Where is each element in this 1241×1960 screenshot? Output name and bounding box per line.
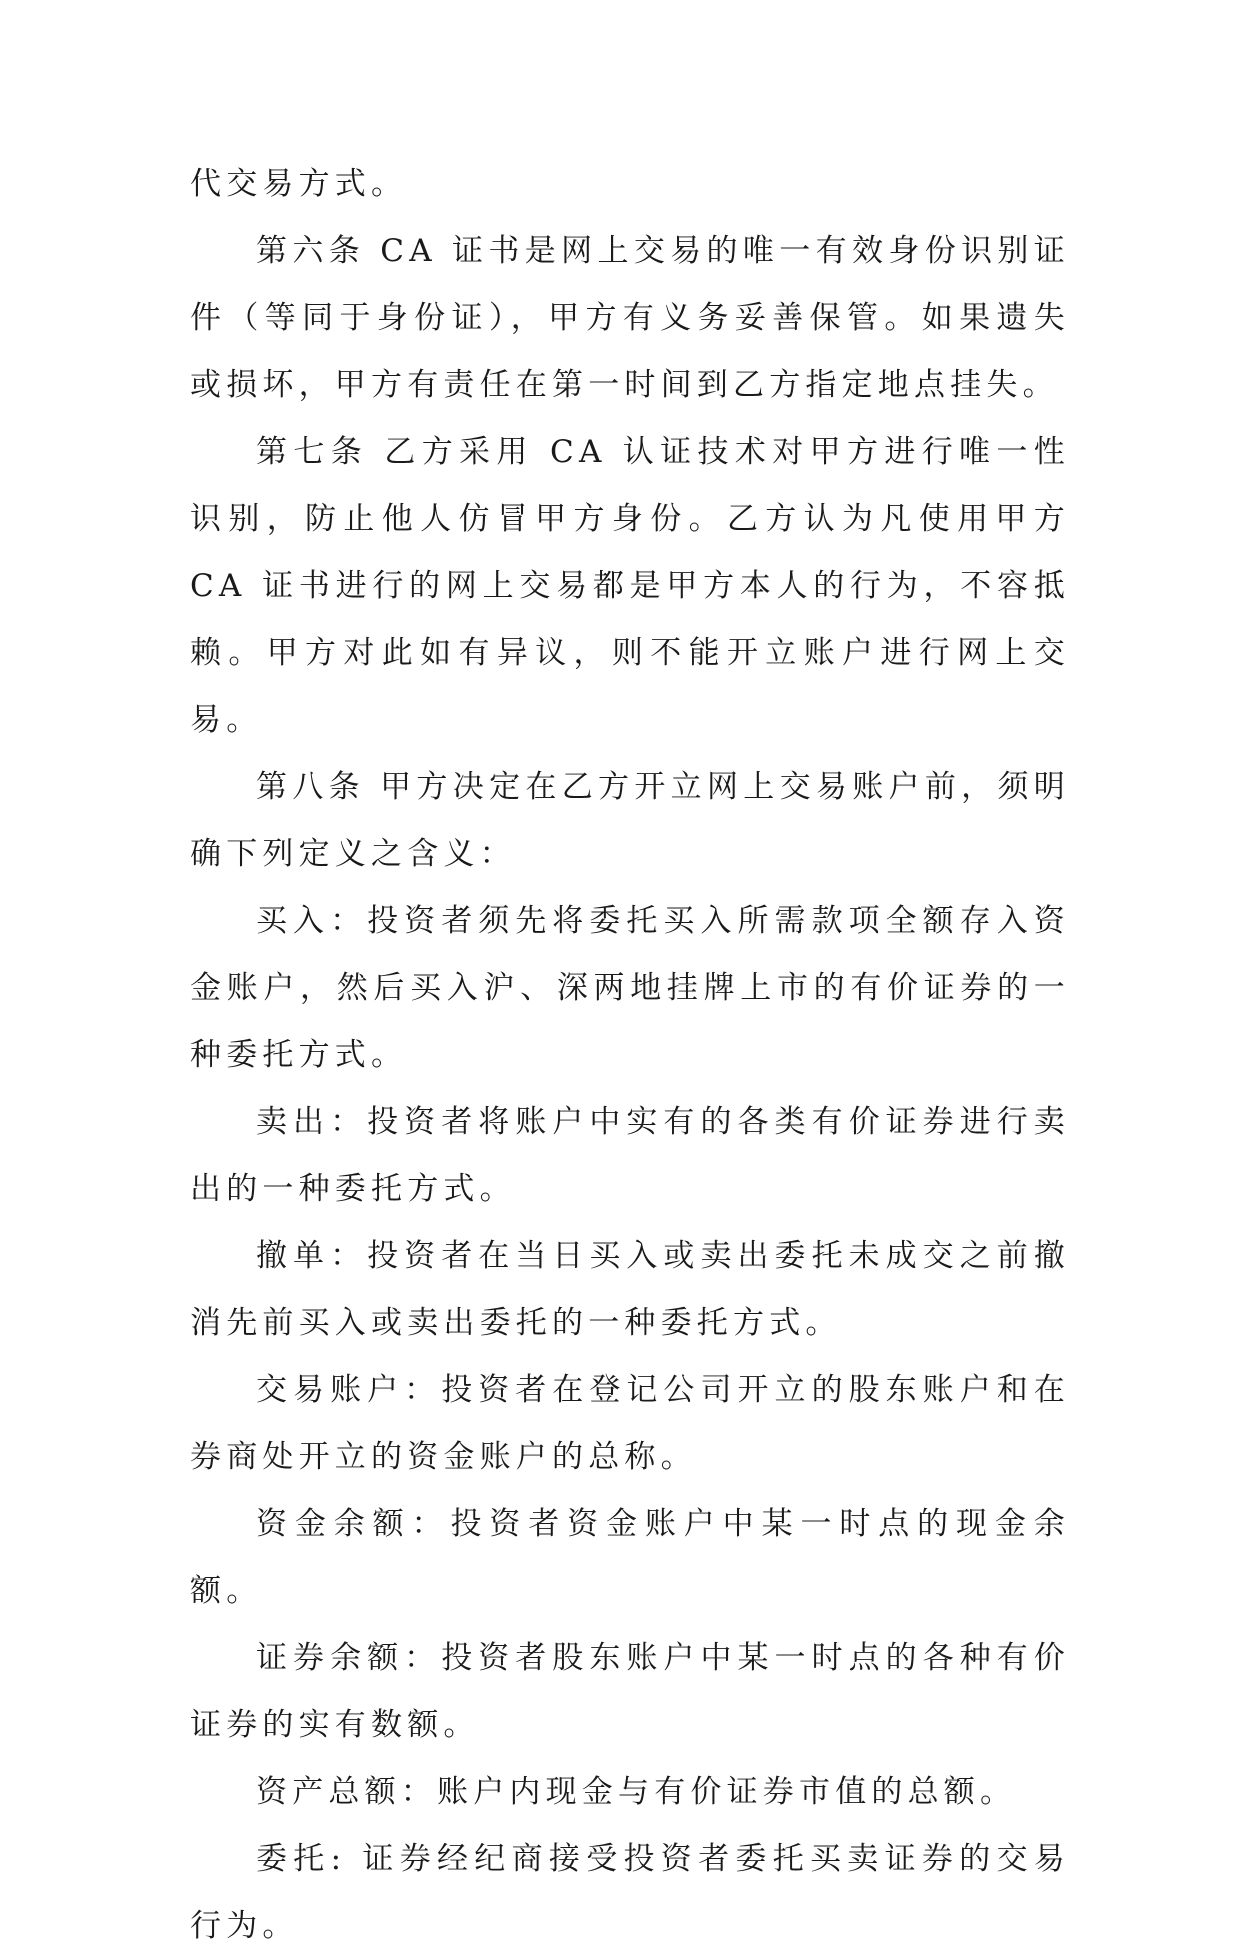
- paragraph-article-8: 第八条 甲方决定在乙方开立网上交易账户前，须明确下列定义之含义：: [190, 769, 1070, 872]
- definition-securities-balance: 证券余额：投资者股东账户中某一时点的各种有价证券的实有数额。: [190, 1640, 1070, 1743]
- document-body: [190, 151, 1070, 1960]
- paragraph-continuation: 代交易方式。: [190, 166, 408, 202]
- definition-sell: 卖出：投资者将账户中实有的各类有价证券进行卖出的一种委托方式。: [190, 1104, 1070, 1207]
- definition-cash-balance: 资金余额：投资者资金账户中某一时点的现金余额。: [190, 1506, 1070, 1609]
- paragraph-article-7: 第七条 乙方采用 CA 认证技术对甲方进行唯一性识别，防止他人仿冒甲方身份。乙方认为凡使用甲方 CA 证书进行的网上交易都是甲方本人的行为，不容抵赖。甲方对此如有异议，则不能开立账户进行网上交易。: [190, 434, 1070, 738]
- definition-cancel-order: 撤单：投资者在当日买入或卖出委托未成交之前撤消先前买入或卖出委托的一种委托方式。: [190, 1238, 1070, 1341]
- definition-order: 委托: 证券经纪商接受投资者委托买卖证券的交易行为。: [190, 1841, 1070, 1944]
- paragraph-article-6: 第六条 CA 证书是网上交易的唯一有效身份识别证件（等同于身份证），甲方有义务妥善保管。如果遗失或损坏，甲方有责任在第一时间到乙方指定地点挂失。: [190, 233, 1070, 403]
- definition-total-assets: 资产总额：账户内现金与有价证券市值的总额。: [256, 1774, 1017, 1810]
- definition-trading-account: 交易账户：投资者在登记公司开立的股东账户和在券商处开立的资金账户的总称。: [190, 1372, 1070, 1475]
- definition-buy: 买入：投资者须先将委托买入所需款项全额存入资金账户，然后买入沪、深两地挂牌上市的有价证券的一种委托方式。: [190, 903, 1070, 1073]
